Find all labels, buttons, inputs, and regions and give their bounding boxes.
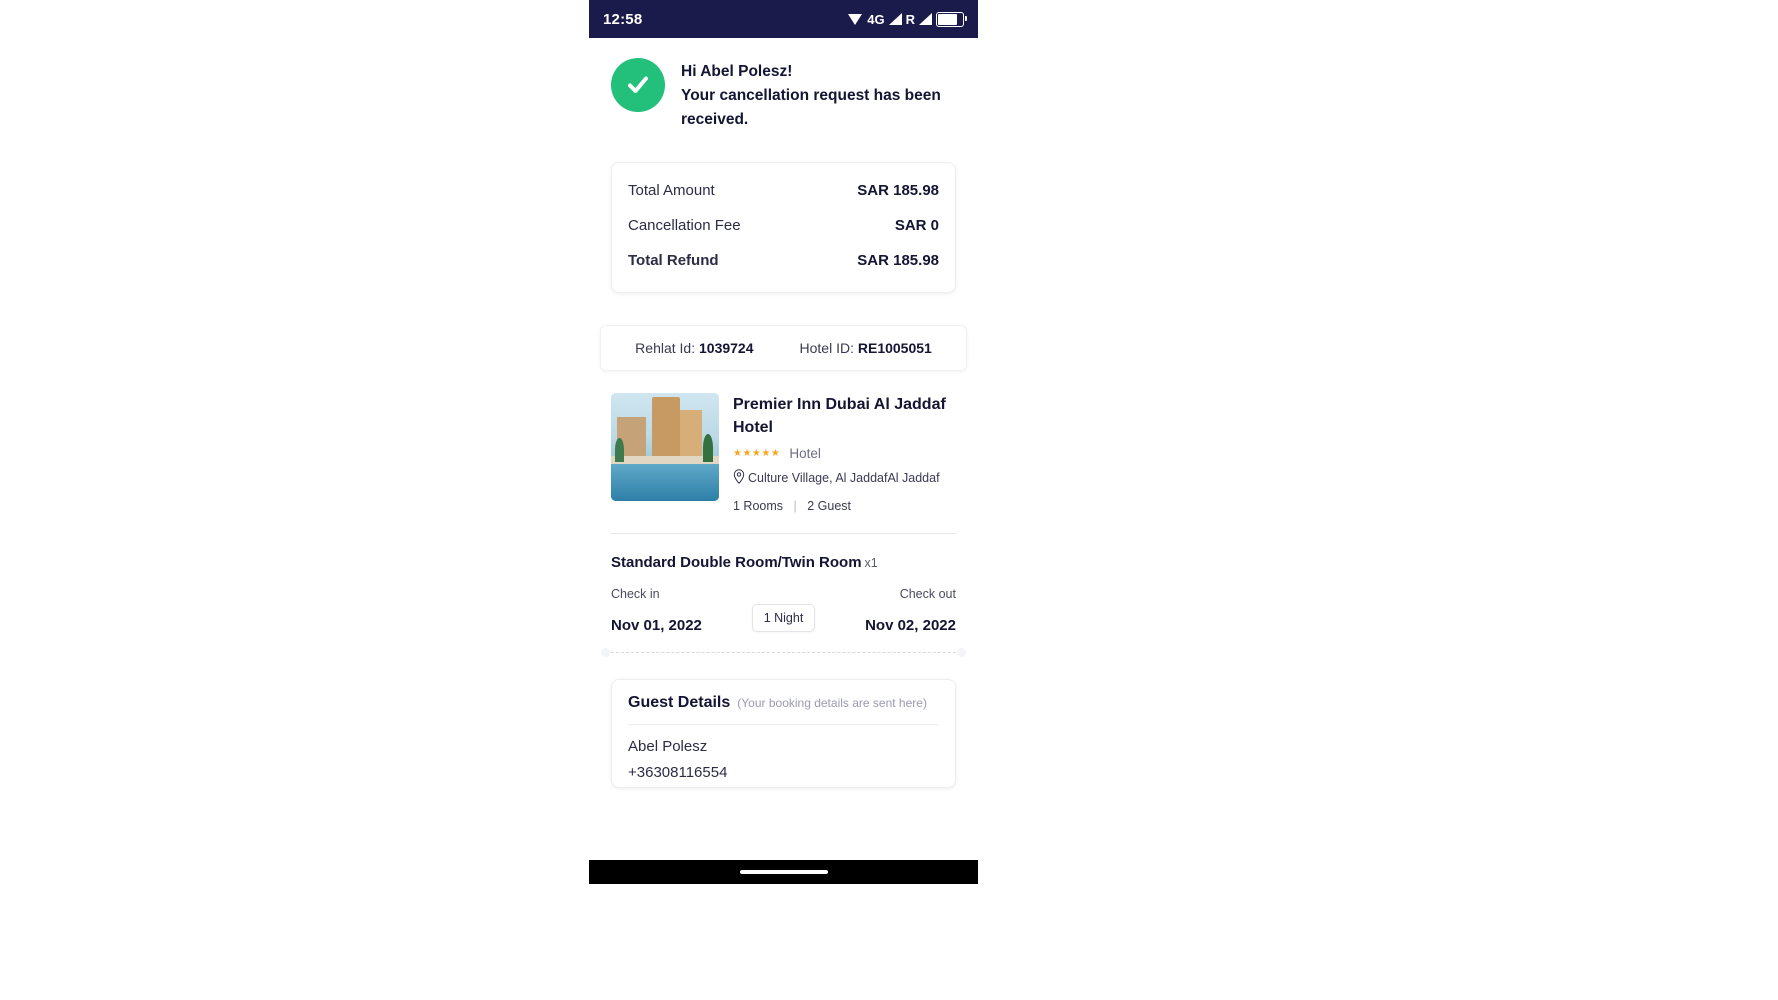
booking-ids-card	[600, 325, 967, 371]
hotel-summary	[611, 393, 956, 513]
check-out-date: Nov 02, 2022	[865, 616, 956, 634]
map-pin-icon	[733, 469, 745, 489]
section-divider	[611, 533, 956, 534]
total-amount-value: SAR 185.98	[857, 182, 939, 200]
rooms-count: 1 Rooms	[733, 498, 784, 513]
hotel-name: Premier Inn Dubai Al Jaddaf Hotel	[733, 396, 946, 437]
total-refund-value: SAR 185.98	[857, 252, 939, 270]
battery-icon	[936, 12, 964, 27]
roaming-icon: R	[905, 11, 915, 27]
room-quantity: x1	[864, 555, 878, 570]
amount-row	[628, 208, 939, 243]
room-title-row	[611, 554, 956, 571]
cancellation-fee-value: SAR 0	[894, 217, 939, 235]
home-handle[interactable]	[740, 870, 828, 874]
hotel-address-text: Culture Village, Al JaddafAl Jaddaf	[748, 471, 940, 486]
hotel-info	[733, 393, 956, 513]
check-in-label: Check in	[611, 586, 660, 601]
check-out-label: Check out	[899, 586, 956, 601]
greeting-text: Hi Abel Polesz!	[681, 63, 793, 80]
nights-badge: 1 Night	[752, 604, 816, 632]
hotel-id-label: Hotel ID:	[799, 340, 854, 357]
status-bar	[589, 0, 978, 38]
room-name: Standard Double Room/Twin Room	[611, 553, 862, 571]
hotel-occupancy	[733, 499, 956, 513]
system-navigation-bar[interactable]	[589, 860, 978, 884]
hotel-id	[800, 340, 932, 356]
signal-2-icon	[919, 13, 932, 25]
hotel-image	[611, 393, 719, 501]
guests-count: 2 Guest	[807, 498, 852, 513]
network-type-label: 4G	[867, 11, 885, 27]
status-bar-time: 12:58	[603, 10, 643, 28]
phone-screen	[589, 0, 978, 884]
hotel-id-value: RE1005051	[857, 340, 932, 357]
check-in-block	[611, 587, 702, 634]
check-circle-icon	[611, 58, 665, 112]
wifi-icon	[848, 13, 863, 25]
cancellation-success-banner	[589, 38, 978, 132]
status-bar-icons	[848, 12, 964, 27]
total-amount-label: Total Amount	[628, 182, 715, 200]
dashed-divider	[611, 652, 956, 653]
page-content	[589, 38, 978, 860]
guest-divider	[628, 724, 939, 725]
guest-name: Abel Polesz	[628, 737, 708, 755]
success-message-block	[681, 58, 956, 132]
guest-phone: +36308116554	[628, 763, 728, 781]
guest-details-title: Guest Details	[628, 693, 731, 711]
total-refund-label: Total Refund	[628, 252, 719, 270]
guest-details-subtitle: (Your booking details are sent here)	[737, 695, 927, 710]
meta-separator: |	[793, 498, 797, 513]
cancellation-message-text: Your cancellation request has been received.	[681, 87, 941, 129]
signal-icon	[889, 13, 902, 25]
amount-row	[628, 173, 939, 208]
rehlat-id	[635, 340, 753, 356]
rehlat-id-value: 1039724	[699, 340, 754, 357]
check-in-date: Nov 01, 2022	[611, 616, 702, 634]
hotel-type-label: Hotel	[789, 446, 821, 462]
hotel-address-row	[733, 469, 956, 489]
check-out-block	[865, 587, 956, 634]
star-rating-icon: ★★★★★	[733, 448, 781, 460]
guest-details-card	[611, 679, 956, 788]
guest-details-header	[628, 694, 939, 712]
amount-summary-card	[611, 162, 956, 293]
stay-dates	[611, 587, 956, 634]
hotel-rating-row	[733, 446, 956, 461]
amount-row	[628, 243, 939, 278]
cancellation-fee-label: Cancellation Fee	[628, 217, 741, 235]
rehlat-id-label: Rehlat Id:	[635, 340, 696, 357]
